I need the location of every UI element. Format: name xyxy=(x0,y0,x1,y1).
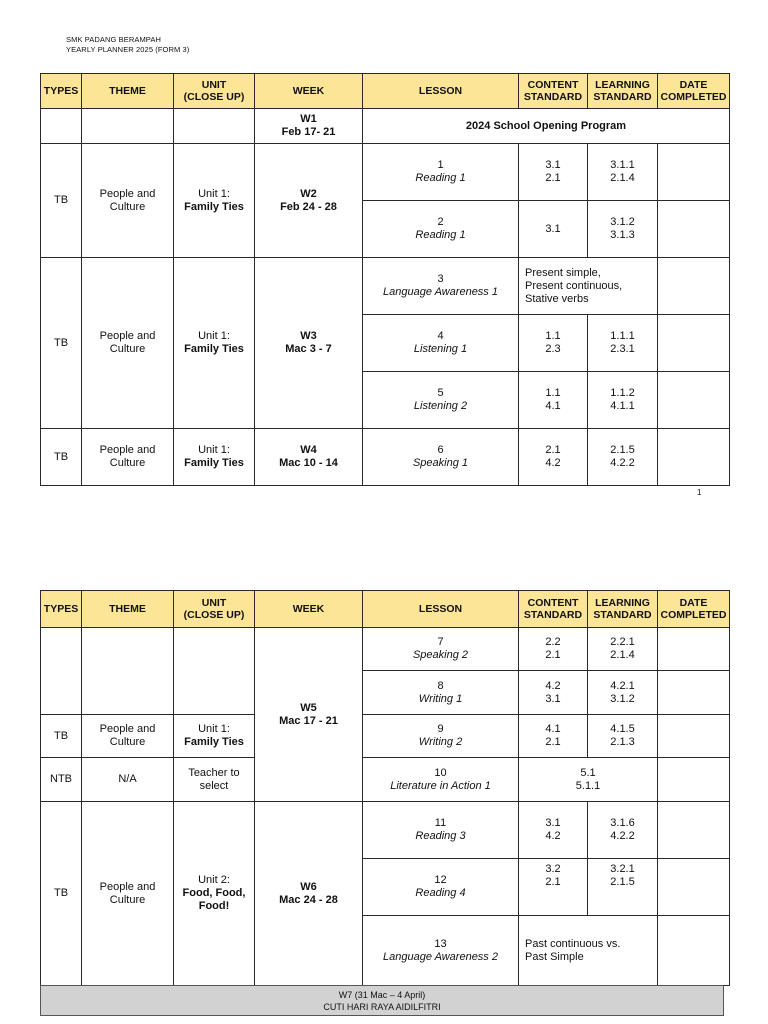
unit-cell: Unit 2: Food, Food, Food! xyxy=(174,802,255,986)
date-completed-cell[interactable] xyxy=(658,859,730,916)
content-standard-cell: 2.2 2.1 xyxy=(519,628,588,671)
date-completed-cell[interactable] xyxy=(658,315,730,372)
lesson-cell: 6 Speaking 1 xyxy=(363,429,519,486)
content-standard-cell: 3.1 xyxy=(519,201,588,258)
lesson-cell: 9 Writing 2 xyxy=(363,715,519,758)
week-cell: W4 Mac 10 - 14 xyxy=(255,429,363,486)
col-date-completed: DATE COMPLETED xyxy=(658,591,730,628)
planner-title: YEARLY PLANNER 2025 (FORM 3) xyxy=(66,45,190,54)
col-content-standard: CONTENT STANDARD xyxy=(519,591,588,628)
date-completed-cell[interactable] xyxy=(658,144,730,201)
learning-standard-cell: 3.1.2 3.1.3 xyxy=(588,201,658,258)
col-date-completed: DATE COMPLETED xyxy=(658,74,730,109)
learning-standard-cell: 1.1.2 4.1.1 xyxy=(588,372,658,429)
type-cell: TB xyxy=(41,258,82,429)
holiday-banner xyxy=(40,985,724,1016)
content-standard-cell: 4.2 3.1 xyxy=(519,671,588,715)
week-cell: W5 Mac 17 - 21 xyxy=(255,628,363,802)
content-standard-cell: 3.2 2.1 xyxy=(519,859,588,916)
type-cell: NTB xyxy=(41,758,82,802)
week-cell: W6 Mac 24 - 28 xyxy=(255,802,363,986)
table-row xyxy=(41,628,730,671)
lesson-cell: 11 Reading 3 xyxy=(363,802,519,859)
date-completed-cell[interactable] xyxy=(658,715,730,758)
lesson-cell: 13 Language Awareness 2 xyxy=(363,916,519,986)
table-row xyxy=(41,758,730,802)
unit-cell: Unit 1: Family Ties xyxy=(174,258,255,429)
learning-standard-cell: 3.1.6 4.2.2 xyxy=(588,802,658,859)
col-theme: THEME xyxy=(82,591,174,628)
table-header-row xyxy=(41,591,730,628)
lesson-cell: 7 Speaking 2 xyxy=(363,628,519,671)
theme-cell: People and Culture xyxy=(82,144,174,258)
planner-table-page-2 xyxy=(40,590,730,986)
date-completed-cell[interactable] xyxy=(658,758,730,802)
date-completed-cell[interactable] xyxy=(658,916,730,986)
grammar-focus-cell: Present simple, Present continuous, Stative verbs xyxy=(519,258,658,315)
col-week: WEEK xyxy=(255,591,363,628)
learning-standard-cell: 2.2.1 2.1.4 xyxy=(588,628,658,671)
lesson-cell: 12 Reading 4 xyxy=(363,859,519,916)
unit-cell: Unit 1: Family Ties xyxy=(174,715,255,758)
planner-table-page-1 xyxy=(40,73,730,486)
theme-cell: People and Culture xyxy=(82,715,174,758)
learning-standard-cell: 4.1.5 2.1.3 xyxy=(588,715,658,758)
unit-cell: Unit 1: Family Ties xyxy=(174,144,255,258)
col-lesson: LESSON xyxy=(363,74,519,109)
content-standard-cell: 3.1 2.1 xyxy=(519,144,588,201)
lesson-cell: 8 Writing 1 xyxy=(363,671,519,715)
lesson-cell: 3 Language Awareness 1 xyxy=(363,258,519,315)
content-standard-cell: 1.1 4.1 xyxy=(519,372,588,429)
unit-cell: Teacher to select xyxy=(174,758,255,802)
grammar-focus-cell: Past continuous vs. Past Simple xyxy=(519,916,658,986)
col-types: TYPES xyxy=(41,74,82,109)
table-row xyxy=(41,429,730,486)
content-standard-cell: 1.1 2.3 xyxy=(519,315,588,372)
lesson-cell: 1 Reading 1 xyxy=(363,144,519,201)
table-row xyxy=(41,144,730,201)
theme-cell: People and Culture xyxy=(82,429,174,486)
theme-cell: People and Culture xyxy=(82,802,174,986)
col-learning-standard: LEARNING STANDARD xyxy=(588,591,658,628)
col-week: WEEK xyxy=(255,74,363,109)
school-name: SMK PADANG BERAMPAH xyxy=(66,35,161,44)
learning-standard-cell: 3.1.1 2.1.4 xyxy=(588,144,658,201)
content-standard-cell: 3.1 4.2 xyxy=(519,802,588,859)
table-row xyxy=(41,715,730,758)
learning-standard-cell: 4.2.1 3.1.2 xyxy=(588,671,658,715)
type-cell: TB xyxy=(41,144,82,258)
date-completed-cell[interactable] xyxy=(658,802,730,859)
type-cell: TB xyxy=(41,429,82,486)
type-cell: TB xyxy=(41,715,82,758)
lesson-cell: 5 Listening 2 xyxy=(363,372,519,429)
content-standard-cell: 2.1 4.2 xyxy=(519,429,588,486)
date-completed-cell[interactable] xyxy=(658,429,730,486)
theme-cell: People and Culture xyxy=(82,258,174,429)
learning-standard-cell: 2.1.5 4.2.2 xyxy=(588,429,658,486)
school-opening-program: 2024 School Opening Program xyxy=(363,109,730,144)
week-cell: W3 Mac 3 - 7 xyxy=(255,258,363,429)
standard-cell: 5.1 5.1.1 xyxy=(519,758,658,802)
col-learning-standard: LEARNING STANDARD xyxy=(588,74,658,109)
col-lesson: LESSON xyxy=(363,591,519,628)
lesson-cell: 4 Listening 1 xyxy=(363,315,519,372)
date-completed-cell[interactable] xyxy=(658,201,730,258)
lesson-cell: 2 Reading 1 xyxy=(363,201,519,258)
week-cell: W1 Feb 17- 21 xyxy=(255,109,363,144)
learning-standard-cell: 3.2.1 2.1.5 xyxy=(588,859,658,916)
page-number: 1 xyxy=(697,488,702,497)
col-content-standard: CONTENT STANDARD xyxy=(519,74,588,109)
date-completed-cell[interactable] xyxy=(658,258,730,315)
col-types: TYPES xyxy=(41,591,82,628)
unit-cell: Unit 1: Family Ties xyxy=(174,429,255,486)
content-standard-cell: 4.1 2.1 xyxy=(519,715,588,758)
table-header-row xyxy=(41,74,730,109)
table-row xyxy=(41,258,730,315)
col-theme: THEME xyxy=(82,74,174,109)
date-completed-cell[interactable] xyxy=(658,372,730,429)
col-unit: UNIT (CLOSE UP) xyxy=(174,591,255,628)
theme-cell: N/A xyxy=(82,758,174,802)
date-completed-cell[interactable] xyxy=(658,671,730,715)
col-unit: UNIT (CLOSE UP) xyxy=(174,74,255,109)
holiday-week: W7 (31 Mac – 4 April) xyxy=(338,990,426,1000)
holiday-name: CUTI HARI RAYA AIDILFITRI xyxy=(323,1002,441,1012)
type-cell: TB xyxy=(41,802,82,986)
learning-standard-cell: 1.1.1 2.3.1 xyxy=(588,315,658,372)
table-row xyxy=(41,109,730,144)
document-header xyxy=(66,35,189,55)
week-cell: W2 Feb 24 - 28 xyxy=(255,144,363,258)
date-completed-cell[interactable] xyxy=(658,628,730,671)
lesson-cell: 10 Literature in Action 1 xyxy=(363,758,519,802)
table-row xyxy=(41,802,730,859)
